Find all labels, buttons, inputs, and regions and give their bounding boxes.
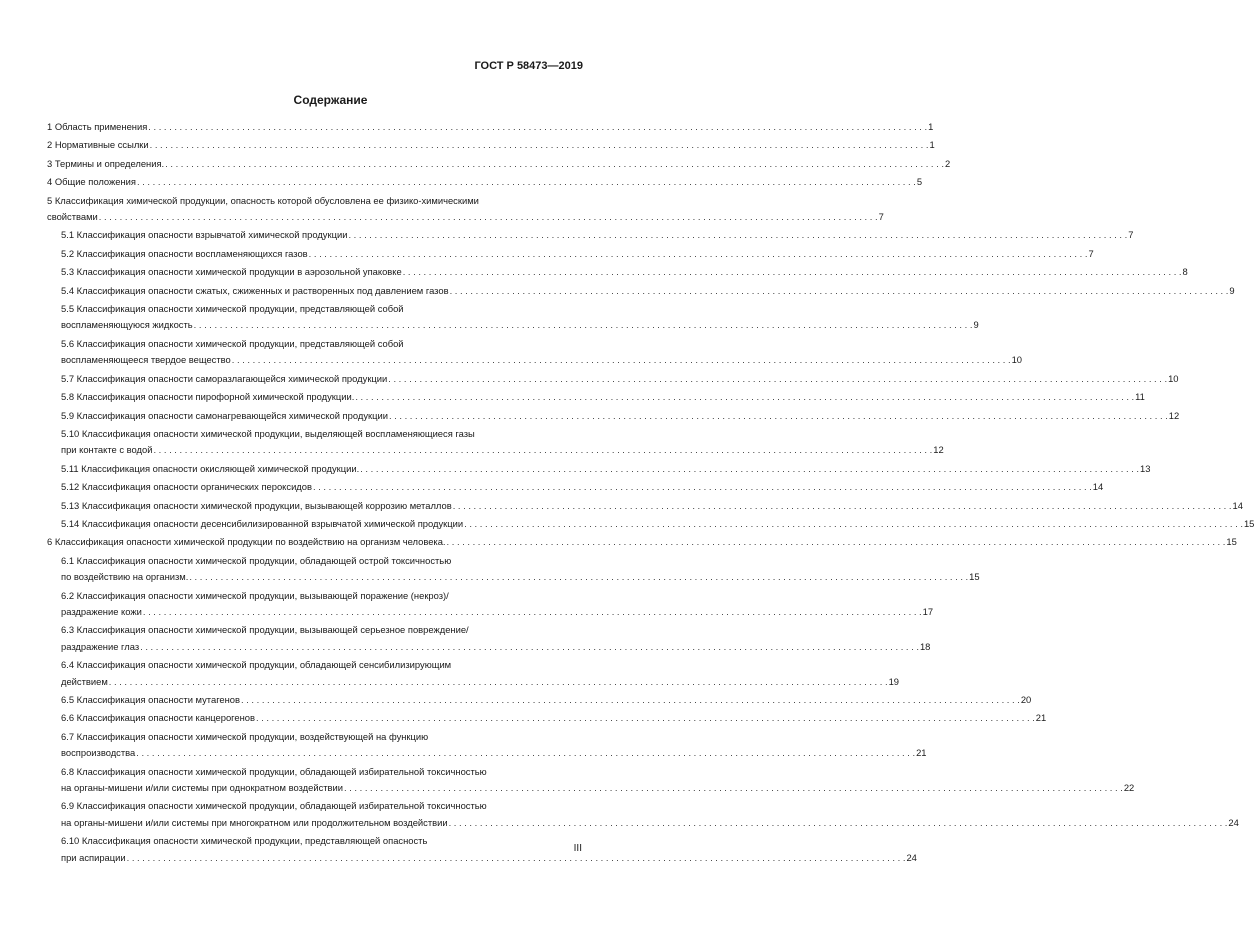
toc-entry-text: 2 Нормативные ссылки: [47, 139, 149, 151]
toc-entry-text: на органы-мишени и/или системы при многократном или продолжительном воздействии: [61, 816, 448, 828]
toc-entry-text: 6 Классификация опасности химической продукции по воздействию на организм человека.: [47, 536, 446, 548]
toc-entry[interactable]: [47, 553, 980, 586]
dot-leader: [354, 389, 1135, 405]
toc-entry-text: 6.10 Классификация опасности химической продукции, представляющей опасность: [61, 835, 428, 847]
toc-entry[interactable]: [47, 246, 1094, 262]
dot-leader: [343, 780, 1124, 796]
toc-entry[interactable]: [47, 227, 1134, 243]
toc-entry-text: 5.6 Классификация опасности химической продукции, представляющей собой: [61, 337, 404, 349]
toc-page-number: 9: [973, 319, 979, 331]
toc-entry-text: 6.5 Классификация опасности мутагенов: [61, 694, 240, 705]
toc-entry-text: 6.1 Классификация опасности химической продукции, обладающей острой токсичностью: [61, 554, 452, 566]
page-title: Содержание: [293, 93, 368, 107]
dot-leader: [108, 674, 889, 690]
toc-entry-text: 4 Общие положения: [47, 176, 136, 188]
toc-entry[interactable]: [47, 283, 1235, 299]
dot-leader: [164, 156, 945, 172]
toc-entry-text: 5.13 Классификация опасности химической продукции, вызывающей коррозию металлов: [61, 499, 452, 511]
toc-page-number: 12: [1168, 409, 1180, 421]
dot-leader: [402, 264, 1183, 280]
toc-entry-text: воспламеняющееся твердое вещество: [61, 354, 231, 366]
toc-entry[interactable]: [47, 264, 1188, 280]
dot-leader: [147, 119, 928, 135]
toc-page-number: 8: [1182, 266, 1188, 278]
toc-entry-text: 5.1 Классификация опасности взрывчатой химической продукции: [61, 229, 348, 241]
page-number: III: [573, 843, 582, 854]
toc-page-number: 17: [922, 605, 934, 617]
toc-entry-text: 5.5 Классификация опасности химической продукции, представляющей собой: [61, 303, 404, 315]
toc-page-number: 9: [1229, 284, 1235, 296]
toc-entry[interactable]: [47, 408, 1180, 424]
toc-entry[interactable]: [47, 479, 1104, 495]
toc-page-number: 21: [1035, 712, 1047, 724]
toc-entry-text: раздражение кожи: [61, 605, 142, 617]
dot-leader: [463, 516, 1244, 532]
toc-entry-text: 6.8 Классификация опасности химической продукции, обладающей избирательной токсичностью: [61, 765, 487, 777]
toc-entry[interactable]: [47, 371, 1179, 387]
toc-page-number: 10: [1011, 354, 1023, 366]
toc-entry-text: 6.9 Классификация опасности химической продукции, обладающей избирательной токсичностью: [61, 800, 487, 812]
toc-page-number: 7: [1088, 247, 1094, 259]
toc-page-number: 7: [1128, 229, 1134, 241]
toc-entry[interactable]: [47, 710, 1047, 726]
toc-entry-text: 6.7 Классификация опасности химической продукции, воздействующей на функцию: [61, 730, 429, 742]
toc-page-number: 24: [906, 851, 917, 863]
toc-entry-text: 5.11 Классификация опасности окисляющей химической продукции.: [61, 462, 360, 474]
toc-page-number: 22: [1123, 782, 1135, 794]
dot-leader: [142, 604, 923, 620]
toc-entry[interactable]: [47, 336, 1023, 369]
toc-entry[interactable]: [47, 692, 1032, 708]
toc-page-number: 21: [916, 747, 927, 759]
toc-entry[interactable]: [47, 798, 1239, 831]
toc-entry-text: воспроизводства: [61, 747, 136, 759]
toc-entry[interactable]: [47, 174, 923, 190]
dot-leader: [308, 246, 1089, 262]
dot-leader: [135, 745, 916, 761]
dot-leader: [139, 639, 920, 655]
toc-entry[interactable]: [47, 426, 944, 459]
dot-leader: [359, 461, 1140, 477]
toc-page-number: 15: [969, 571, 980, 583]
toc-page-number: 5: [916, 176, 923, 188]
dot-leader: [446, 534, 1227, 550]
toc-entry[interactable]: [47, 622, 931, 655]
toc-entry-text: действием: [61, 675, 108, 687]
toc-entry[interactable]: [47, 516, 1254, 532]
dot-leader: [448, 815, 1229, 831]
document-id: ГОСТ Р 58473—2019: [474, 60, 583, 72]
toc-entry[interactable]: [47, 193, 884, 226]
toc-entry-text: 6.6 Классификация опасности канцерогенов: [61, 712, 255, 724]
toc-entry-text: 6.2 Классификация опасности химической продукции, вызывающей поражение (некроз)/: [61, 589, 449, 601]
toc-entry-text: 5.10 Классификация опасности химической продукции, выделяющей воспламеняющиеся газы: [61, 427, 475, 439]
toc-entry[interactable]: [47, 534, 1237, 550]
toc-entry-text: 1 Область применения: [47, 121, 148, 132]
toc-page-number: 1: [928, 121, 934, 132]
dot-leader: [347, 227, 1128, 243]
dot-leader: [149, 137, 930, 153]
toc-entry[interactable]: [47, 119, 934, 135]
toc-entry-text: свойствами: [47, 211, 98, 223]
dot-leader: [193, 317, 974, 333]
dot-leader: [452, 498, 1233, 514]
toc-entry-text: 5.4 Классификация опасности сжатых, сжиженных и растворенных под давлением газов: [61, 284, 449, 296]
toc-entry-text: 5.2 Классификация опасности воспламеняющихся газов: [61, 247, 308, 259]
dot-leader: [387, 371, 1168, 387]
dot-leader: [136, 174, 917, 190]
dot-leader: [388, 408, 1169, 424]
toc-entry-text: 5.3 Классификация опасности химической продукции в аэрозольной упаковке: [61, 266, 402, 278]
toc-entry-text: 5.14 Классификация опасности десенсибилизированной взрывчатой химической продукции: [61, 517, 464, 529]
toc-entry-text: раздражение глаз: [61, 640, 140, 652]
toc-entry-text: при аспирации: [61, 851, 126, 863]
dot-leader: [449, 283, 1230, 299]
toc-entry-text: на органы-мишени и/или системы при однократном воздействии: [61, 782, 344, 794]
dot-leader: [240, 692, 1021, 708]
toc-entry[interactable]: [47, 389, 1145, 405]
dot-leader: [231, 352, 1012, 368]
toc-entry[interactable]: [47, 498, 1243, 514]
toc-entry[interactable]: [47, 156, 951, 172]
toc-page-number: 13: [1140, 462, 1151, 474]
toc-entry-text: 5 Классификация химической продукции, опасность которой обусловлена ее физико-химическими: [47, 194, 479, 206]
dot-leader: [312, 479, 1093, 495]
toc-page-number: 1: [929, 139, 935, 151]
toc-page-number: 18: [919, 640, 931, 652]
dot-leader: [188, 569, 969, 585]
toc-entry-text: 5.8 Классификация опасности пирофорной химической продукции.: [61, 391, 355, 403]
toc-entry-text: 5.7 Классификация опасности саморазлагающейся химической продукции: [61, 372, 388, 384]
dot-leader: [255, 710, 1036, 726]
toc-page-number: 19: [888, 675, 900, 687]
dot-leader: [98, 209, 879, 225]
toc-entry-text: 5.9 Классификация опасности самонагревающейся химической продукции: [61, 409, 388, 421]
toc-entry-text: по воздействию на организм.: [61, 571, 189, 583]
toc-page-number: 24: [1228, 816, 1239, 828]
toc-page-number: 20: [1020, 694, 1032, 705]
toc-entry-text: при контакте с водой: [61, 444, 153, 456]
toc-page-number: 14: [1232, 499, 1243, 511]
toc-page-number: 15: [1243, 517, 1254, 529]
toc-entry[interactable]: [47, 657, 900, 690]
dot-leader: [152, 442, 933, 458]
toc-page-number: 7: [878, 211, 884, 223]
toc-entry[interactable]: [47, 301, 979, 334]
toc-entry[interactable]: [47, 461, 1151, 477]
toc-page-number: 14: [1092, 481, 1104, 493]
toc-entry[interactable]: [47, 729, 927, 762]
toc-entry-text: 3 Термины и определения.: [47, 157, 165, 169]
toc-entry-text: 6.4 Классификация опасности химической продукции, обладающей сенсибилизирующим: [61, 659, 452, 671]
toc-page-number: 10: [1168, 372, 1179, 384]
toc-entry-text: воспламеняющуюся жидкость: [61, 319, 193, 331]
toc-entry[interactable]: [47, 588, 934, 621]
toc-page-number: 2: [944, 157, 951, 169]
dot-leader: [126, 850, 907, 866]
toc-page-number: 12: [933, 444, 944, 456]
toc-entry-text: 6.3 Классификация опасности химической продукции, вызывающей серьезное повреждение/: [61, 624, 469, 636]
toc-entry[interactable]: [47, 137, 935, 153]
toc-page-number: 15: [1226, 536, 1237, 548]
toc-entry[interactable]: [47, 764, 1135, 797]
toc-page-number: 11: [1135, 391, 1145, 403]
toc-entry-text: 5.12 Классификация опасности органических пероксидов: [61, 481, 312, 493]
